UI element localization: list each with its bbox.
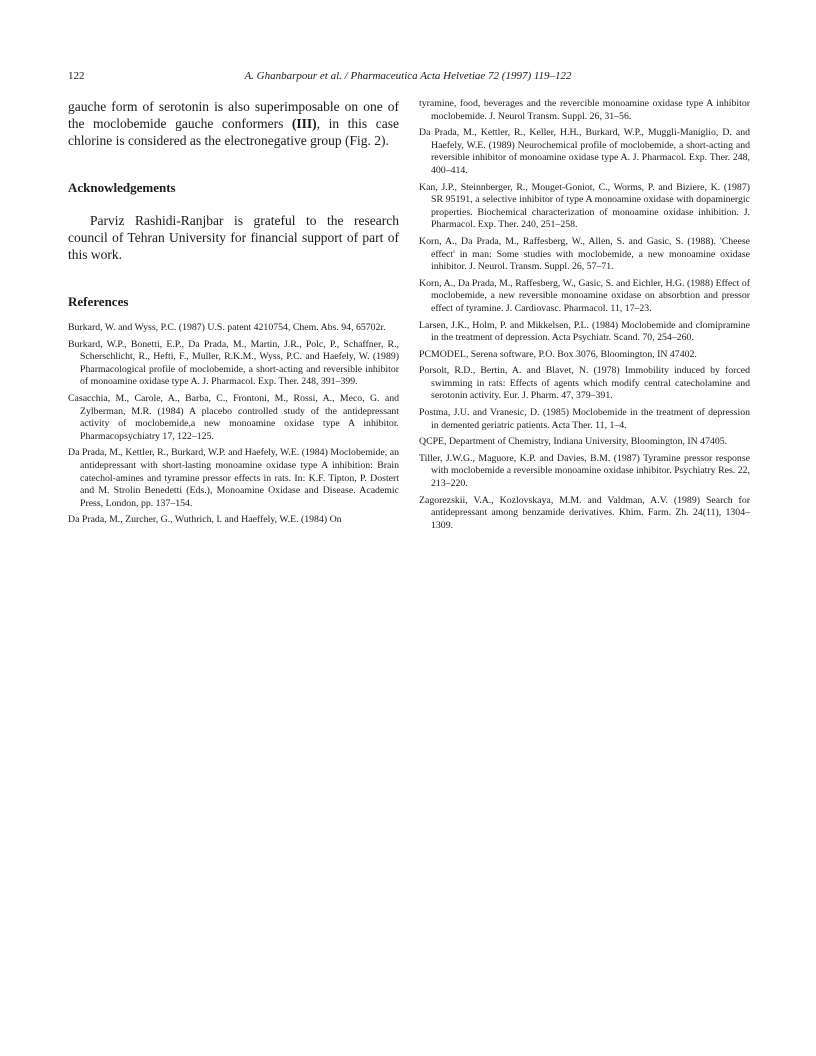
intro-line-3: , in this case chlorine is considered as the electronegative group (Fig. 2). [68, 116, 399, 148]
reference-entry: Kan, J.P., Steinnberger, R., Mouget-Goniot, C., Worms, P. and Biziere, K. (1987) SR 95191, a selective inhibitor of type A monoamine oxidase with dopaminergic properties. Biochemical characterization of monoamine oxidase inhibition. J. Pharmacol. Exp. Ther. 240, 251–258. [419, 181, 750, 231]
reference-entry: Larsen, J.K., Holm, P. and Mikkelsen, P.L. (1984) Moclobemide and clomipramine in the treatment of depression. Acta Psychiatr. Scand. 70, 254–260. [419, 319, 750, 344]
references-list-right [419, 98, 750, 532]
reference-entry: Da Prada, M., Kettler, R., Burkard, W.P. and Haefely, W.E. (1984) Moclobemide, an antidepressant with short-lasting monoamine oxidase type A inhibition: Brain catechol-amines and tyramine pressor effects in rats. In: K.F. Tipton, P. Dostert and M. Strolin Benedetti (Eds.), Monoamine Oxidase and Disease. Academic Press, London, pp. 137–154. [68, 447, 399, 509]
reference-entry: Tiller, J.W.G., Maguore, K.P. and Davies, B.M. (1987) Tyramine pressor response with moclobemide a reversible monoamine oxidase inhibitor. Psychiatry Res. 22, 213–220. [419, 452, 750, 490]
acknowledgements-text: Parviz Rashidi-Ranjbar is grateful to the research council of Tehran University for financial support of part of this work. [68, 213, 399, 262]
right-column [419, 98, 750, 536]
intro-paragraph [68, 98, 399, 149]
intro-line-2: the moclobemide gauche conformers [68, 116, 292, 131]
page-number: 122 [68, 70, 85, 82]
reference-entry: Casacchia, M., Carole, A., Barba, C., Frontoni, M., Rossi, A., Meco, G. and Zylberman, M.R. (1984) A placebo controlled study of the antidepressant activity of moclobemide,a new monoamine oxidase type A inhibitor. Pharmacopsychiatry 17, 122–125. [68, 392, 399, 442]
reference-entry: Zagorezskii, V.A., Kozlovskaya, M.M. and Valdman, A.V. (1989) Search for antidepressant among benzamide derivatives. Khim. Farm. Zh. 24(11), 1304–1309. [419, 494, 750, 531]
reference-entry: tyramine, food, beverages and the revercible monoamine oxidase type A inhibitor moclobemide. J. Neurol Transm. Suppl. 26, 31–56. [419, 98, 750, 122]
reference-entry: Postma, J.U. and Vranesic, D. (1985) Moclobemide in the treatment of depression in demented geriatric patients. Acta Ther. 11, 1–4. [419, 407, 750, 431]
reference-entry: QCPE, Department of Chemistry, Indiana University, Bloomington, IN 47405. [419, 436, 728, 448]
references-list-left [68, 322, 399, 527]
left-column [68, 98, 399, 531]
reference-entry: PCMODEL, Serena software, P.O. Box 3076, Bloomington, IN 47402. [419, 348, 697, 360]
references-heading: References [68, 294, 129, 309]
reference-entry: Korn, A., Da Prada, M., Raffesberg, W., Gasic, S. and Eichler, H.G. (1988) Effect of moclobemide, a new reversible monoamine oxidase on absorbtion and pressor effect of tyramine. J. Cardiovasc. Pharmacol. 11, 17–23. [419, 277, 750, 314]
reference-entry: Korn, A., Da Prada, M., Raffesberg, W., Allen, S. and Gasic, S. (1988). 'Cheese effect' in man: Some studies with moclobemide, a new monoamine oxidase inhibitor. J. Neurol. Transm. Suppl. 26, 57–71. [419, 235, 750, 273]
reference-entry: Burkard, W.P., Bonetti, E.P., Da Prada, M., Martin, J.R., Polc, P., Schaffner, R., Scherschlicht, R., Hefti, F., Muller, R.K.M., Wyss, P.C. and Haefely, W. (1989) Pharmacological profile of moclobemide, a short-acting and reversible inhibitor of monoamine oxidase type A. J. Pharmacol. Exp. Ther. 248, 391–399. [68, 338, 399, 388]
intro-line-1: gauche form of serotonin is also superimposable on one of [68, 99, 399, 114]
reference-entry: Da Prada, M., Kettler, R., Keller, H.H., Burkard, W.P., Muggli-Maniglio, D. and Haefely, W.E. (1989) Neurochemical profile of moclobemide, a short-acting and reversible inhibitor of monoamine oxidase type A. J. Pharmacol. Exp. Ther. 248, 400–414. [419, 127, 750, 176]
acknowledgements-heading: Acknowledgements [68, 180, 176, 195]
reference-entry: Burkard, W. and Wyss, P.C. (1987) U.S. patent 4210754, Chem. Abs. 94, 65702r. [68, 322, 386, 333]
conformer-label: (III) [291, 116, 317, 131]
running-title: A. Ghanbarpour et al. / Pharmaceutica Acta Helvetiae 72 (1997) 119–122 [244, 70, 572, 82]
reference-entry: Da Prada, M., Zurcher, G., Wuthrich, I. and Haeffely, W.E. (1984) On [68, 514, 342, 526]
reference-entry: Porsolt, R.D., Bertin, A. and Blavet, N. (1978) Immobility induced by forced swimming in rats: Effects of agents which modify central catecholamine and serotonin activity. Eur. J. Pharm. 47, 379–391. [419, 365, 750, 402]
